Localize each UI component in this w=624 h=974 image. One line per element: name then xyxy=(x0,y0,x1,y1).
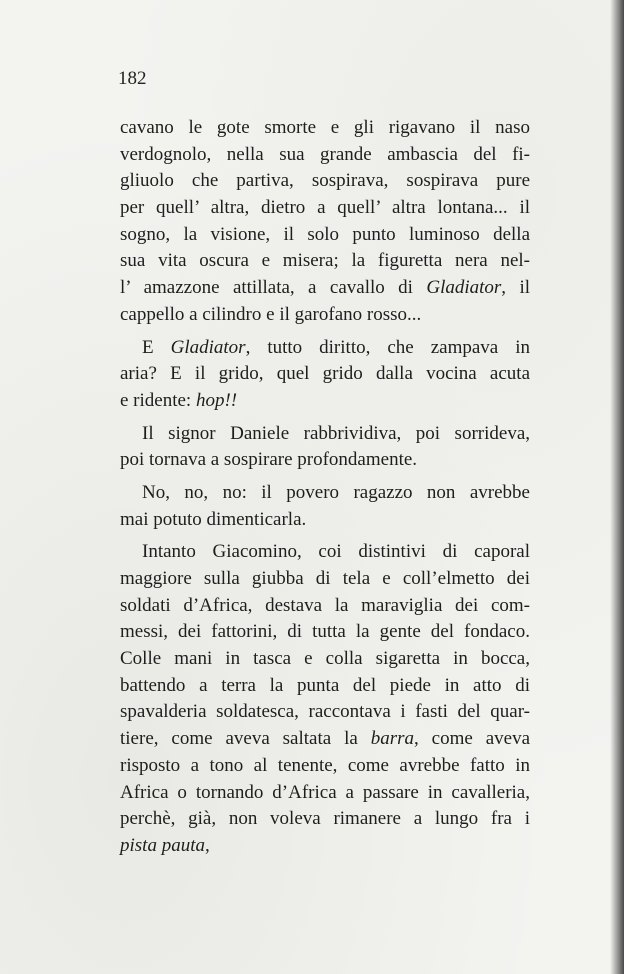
text-line xyxy=(120,335,530,362)
line-text: , come aveva xyxy=(414,728,530,750)
line-text: spavalderia soldatesca, raccontava i fasti del quar- xyxy=(120,701,530,723)
page-edge-shadow xyxy=(610,0,624,974)
line-text: No, no, no: il povero ragazzo non avrebbe xyxy=(142,481,530,503)
line-text: per quell’ altra, dietro a quell’ altra lontana... il xyxy=(120,197,530,219)
text-line xyxy=(120,195,530,222)
text-line xyxy=(120,539,530,566)
line-text: cappello a cilindro e il garofano rosso... xyxy=(120,303,422,325)
body-text xyxy=(120,115,530,860)
text-line xyxy=(120,593,530,620)
line-text: sogno, la visione, il solo punto luminoso della xyxy=(120,223,530,245)
text-line xyxy=(120,699,530,726)
text-line xyxy=(120,421,530,448)
line-text: aria? E il grido, quel grido dalla vocina acuta xyxy=(120,363,530,385)
line-text: Colle mani in tasca e colla sigaretta in bocca, xyxy=(120,648,530,670)
text-line xyxy=(120,222,530,249)
line-text: sua vita oscura e misera; la figuretta nera nel- xyxy=(120,250,530,272)
line-text: soldati d’Africa, destava la maraviglia dei com- xyxy=(120,594,530,616)
text-line xyxy=(120,806,530,833)
line-text: , tutto diritto, che zampava in xyxy=(245,336,530,358)
line-text: , xyxy=(204,834,210,856)
italic-text: barra xyxy=(370,728,414,750)
page-number: 182 xyxy=(118,68,147,89)
text-line xyxy=(120,566,530,593)
line-text: e ridente: xyxy=(120,389,196,411)
text-line xyxy=(120,361,530,388)
line-text: gliuolo che partiva, sospirava, sospirava pure xyxy=(120,170,530,192)
text-line xyxy=(120,726,530,753)
text-line xyxy=(120,248,530,275)
line-text: perchè, già, non voleva rimanere a lungo fra i xyxy=(120,808,530,830)
italic-text: Gladiator xyxy=(426,277,502,299)
text-line xyxy=(120,480,530,507)
line-text: l’ amazzone attillata, a cavallo di xyxy=(120,277,427,299)
line-text: E xyxy=(142,336,171,358)
line-text: messi, dei fattorini, di tutta la gente del fondaco. xyxy=(120,621,530,643)
text-line xyxy=(120,507,530,534)
line-text: cavano le gote smorte e gli rigavano il naso xyxy=(120,117,530,138)
text-line xyxy=(120,142,530,169)
text-line xyxy=(120,275,530,302)
text-line xyxy=(120,302,530,329)
line-text: risposto a tono al tenente, come avrebbe fatto in xyxy=(120,754,530,776)
text-line xyxy=(120,388,530,415)
line-text: poi tornava a sospirare profondamente. xyxy=(120,449,418,471)
text-line xyxy=(120,780,530,807)
text-line xyxy=(120,619,530,646)
line-text: Africa o tornando d’Africa a passare in cavalleria, xyxy=(120,781,530,803)
line-text: battendo a terra la punta del piede in atto di xyxy=(120,674,530,696)
italic-text: Gladiator xyxy=(170,336,246,358)
line-text: verdognolo, nella sua grande ambascia del fi- xyxy=(120,143,530,165)
text-line xyxy=(120,447,530,474)
text-line xyxy=(120,833,530,860)
text-line xyxy=(120,673,530,700)
line-text: tiere, come aveva saltata la xyxy=(120,728,371,750)
text-line xyxy=(120,646,530,673)
text-line xyxy=(120,168,530,195)
line-text: Il signor Daniele rabbrividiva, poi sorrideva, xyxy=(142,422,530,444)
line-text: mai potuto dimenticarla. xyxy=(120,508,307,530)
text-line xyxy=(120,753,530,780)
line-text: maggiore sulla giubba di tela e coll’elmetto dei xyxy=(120,568,530,589)
text-line xyxy=(120,115,530,142)
italic-text: pista pauta xyxy=(120,834,205,856)
italic-text: hop!! xyxy=(195,389,238,411)
line-text: Intanto Giacomino, coi distintivi di caporal xyxy=(142,541,530,563)
line-text: , il xyxy=(501,277,531,299)
